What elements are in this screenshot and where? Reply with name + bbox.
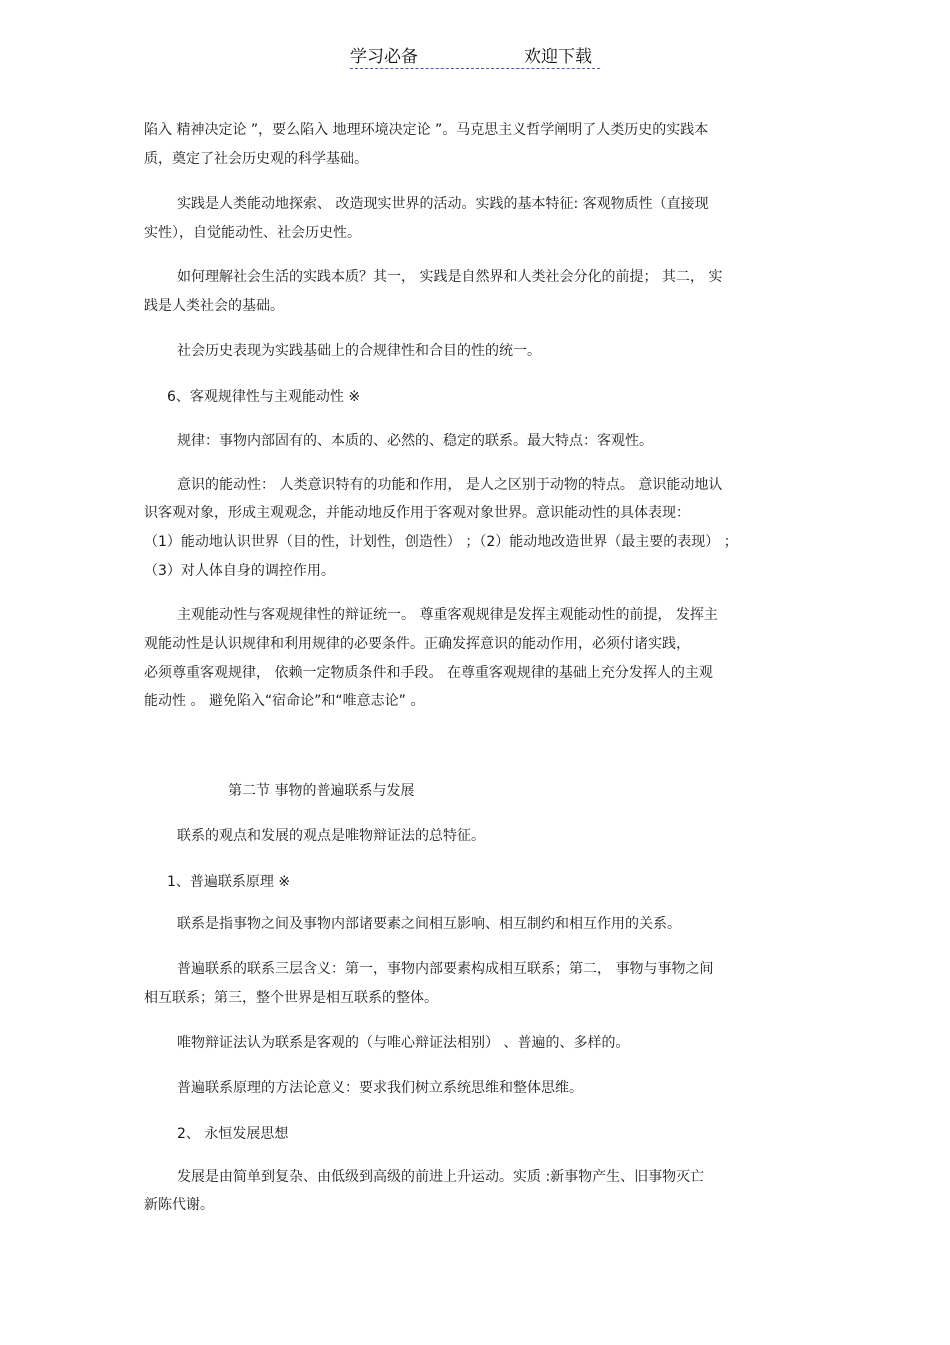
text-line: 相互联系；第三，整个世界是相互联系的整体。: [144, 990, 438, 1006]
text-line: 联系是指事物之间及事物内部诸要素之间相互影响、相互制约和相互作用的关系。: [177, 916, 681, 932]
text-line: 实性），自觉能动性、社会历史性。: [144, 225, 361, 241]
text-line: 质，奠定了社会历史观的科学基础。: [144, 151, 368, 167]
page-header: [350, 42, 600, 69]
text-line: 唯物辩证法认为联系是客观的（与唯心辩证法相别） 、普遍的、多样的。: [177, 1035, 630, 1051]
text-line: 能动性 。 避免陷入“宿命论”和“唯意志论” 。: [144, 693, 425, 709]
text-line: 意识的能动性： 人类意识特有的功能和作用， 是人之区别于动物的特点。 意识能动地认: [177, 477, 723, 493]
text-line: 新陈代谢。: [144, 1197, 214, 1213]
text-line: （1）能动地认识世界（目的性，计划性，创造性） ；（2）能动地改造世界（最主要的表现） ；: [144, 534, 738, 550]
chapter-section-title: 第二节 事物的普遍联系与发展: [228, 783, 415, 799]
text-line: 普遍联系原理的方法论意义：要求我们树立系统思维和整体思维。: [177, 1080, 583, 1096]
text-line: 规律：事物内部固有的、本质的、必然的、稳定的联系。最大特点：客观性。: [177, 433, 653, 449]
text-line: 实践是人类能动地探索、 改造现实世界的活动。实践的基本特征: 客观物质性（直接现: [177, 196, 709, 212]
section-heading: 6、客观规律性与主观能动性 ※: [167, 389, 361, 405]
section-heading: 2、 永恒发展思想: [177, 1126, 289, 1142]
section-heading: 1、普遍联系原理 ※: [167, 874, 291, 890]
text-line: 普遍联系的联系三层含义：第一，事物内部要素构成相互联系；第二， 事物与事物之间: [177, 961, 714, 977]
text-line: 识客观对象，形成主观观念，并能动地反作用于客观对象世界。意识能动性的具体表现：: [144, 505, 690, 521]
text-line: 践是人类社会的基础。: [144, 298, 284, 314]
text-line: 社会历史表现为实践基础上的合规律性和合目的性的统一。: [177, 343, 541, 359]
text-line: 陷入 精神决定论 ”，要么陷入 地理环境决定论 ”。马克思主义哲学阐明了人类历史的实践本: [144, 122, 709, 138]
text-line: （3）对人体自身的调控作用。: [144, 563, 335, 579]
text-line: 联系的观点和发展的观点是唯物辩证法的总特征。: [177, 828, 485, 844]
header-left-text: 学习必备: [350, 47, 418, 67]
text-line: 必须尊重客观规律， 依赖一定物质条件和手段。 在尊重客观规律的基础上充分发挥人的主观: [144, 665, 713, 681]
text-line: 发展是由简单到复杂、由低级到高级的前进上升运动。实质 :新事物产生、旧事物灭亡: [177, 1169, 705, 1185]
header-right-text: 欢迎下载: [524, 47, 592, 67]
text-line: 观能动性是认识规律和利用规律的必要条件。正确发挥意识的能动作用，必须付诸实践，: [144, 636, 690, 652]
text-line: 如何理解社会生活的实践本质？其一， 实践是自然界和人类社会分化的前提； 其二， 实: [177, 269, 723, 285]
text-line: 主观能动性与客观规律性的辩证统一。 尊重客观规律是发挥主观能动性的前提， 发挥主: [177, 607, 718, 623]
